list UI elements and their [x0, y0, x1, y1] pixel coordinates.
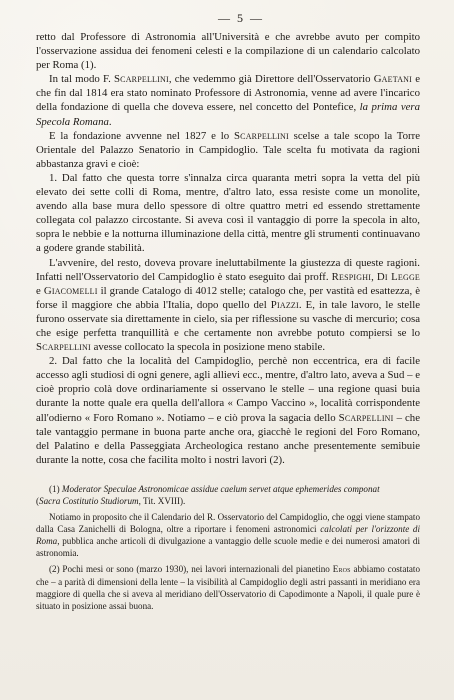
latin-quote: Moderator Speculae Astronomicae assidue caelum servet atque ephemerides componat: [61, 483, 380, 494]
author-name: Scarpellini: [233, 129, 289, 142]
paragraph-3: [36, 129, 420, 171]
text-run: , che vedemmo già Direttore dell'Osservatorio: [168, 73, 374, 86]
author-name: Scarpellini: [113, 73, 169, 86]
paragraph-2: [36, 72, 420, 128]
paragraph-4: 1. Dal fatto che questa torre s'innalza circa quaranta metri sopra la vetta del più elevato dei sette colli di Roma, mentre, d'altro lato, essa resiste come un monolite, avendo alla base mura dello spessore di oltre quattro metri ed essendo strettamente collegata col palazzo circostante. Si aveva così il vantaggio di porre la specola in alto, sopra le nebbie e la notturna illuminazione della città, mentre gli strumenti continuavano a godere grande stabilità.: [36, 171, 420, 255]
text-run: (2) Pochi mesi or sono (marzo 1930), nei lavori internazionali del pianetino: [49, 564, 333, 575]
emphasis: calcolati per l'orizzonte di Roma: [36, 524, 420, 547]
text-run: – che tale vantaggio permane in buona parte anche ora, giacchè le regioni del Foro Romano, del Palatino e della Passeggiata Archeologica restano anche presentemente semibuie durante la notte, cosa che facilita molto i nostri lavori (2).: [36, 411, 420, 466]
footnote-1: [36, 483, 420, 507]
paragraph-6: [36, 354, 420, 467]
text-run: , pubblica anche articoli di divulgazione a vantaggio delle scuole medie e dei numerosi amatori di astronomia.: [36, 536, 420, 559]
page-number: — 5 —: [218, 11, 264, 25]
text-run: L'avvenire, del resto, doveva provare ineluttabilmente la giustezza di queste ragioni. Infatti nell'Osservatorio del Campidoglio è stato eseguito dai proff.: [36, 256, 420, 283]
text-run: avesse collocato la specola in posizione meno stabile.: [90, 341, 326, 354]
emphasis: la prima vera Specola Romana: [36, 101, 421, 128]
paragraph-5: [36, 256, 420, 355]
person-name: Di Legge: [376, 270, 421, 283]
source-title: Sacra Costitutio Studiorum: [39, 496, 139, 506]
asteroid-name: Eros: [332, 564, 351, 575]
footnote-2: [36, 563, 420, 611]
observatory-name: Gaetani: [373, 73, 413, 86]
text-run: . E, in tale lavoro, le stelle furono osservate sia direttamente in cielo, sia per riflessione su vasche di mercurio; cosa che esige perfetta tranquillità e che certamente non avrebbe potuto compiersi se lo: [36, 298, 421, 339]
text-run: In tal modo F.: [49, 73, 114, 86]
text-run: ,: [371, 270, 377, 283]
text-run: .: [108, 115, 112, 128]
text-run: (: [36, 496, 40, 506]
paragraph-1: retto dal Professore di Astronomia all'Università e che avrebbe avuto per compito l'osservazione assidua dei fenomeni celesti e la compilazione di un calendario calcolato per Roma (1).: [36, 31, 420, 72]
person-name: Respighi: [331, 270, 372, 283]
person-name: Scarpellini: [36, 341, 91, 354]
main-text: [36, 30, 420, 467]
text-run: E la fondazione avvenne nel 1827 e lo: [49, 129, 234, 142]
text-run: abbiamo costatato che – a parità di dimensioni della lente – la visibilità al Campidoglio degli astri passanti in meridiano era maggiore di quella che si aveva al meridiano dell'Osservatorio di Capodimonte a Napoli, il quale pure è situato in posizione assai buona.: [36, 564, 421, 611]
text-run: scelse a tale scopo la Torre Orientale del Palazzo Senatorio in Campidoglio. Tale scelta fu motivata da ragioni abbastanza gravi e cioè:: [36, 129, 420, 170]
person-name: Giacomelli: [43, 284, 98, 297]
text-run: Notiamo in proposito che il Calendario del R. Osservatorio del Campidoglio, che oggi viene stampato dalla Casa Zanichelli di Bologna, oltre a riportare i fenomeni astronomici: [36, 512, 420, 535]
author-name: Scarpellini: [338, 411, 394, 424]
text-run: il grande Catalogo di 4012 stelle; catalogo che, per vastità ed esattezza, è forse il maggiore che abbia l'Italia, dopo quello del: [36, 284, 420, 311]
text-run: , Tit. XVIII).: [138, 496, 186, 506]
person-name: Piazzi: [270, 298, 299, 311]
footnotes: [36, 483, 420, 612]
footnote-1-continuation: [36, 511, 420, 559]
footnote-number: (1): [49, 483, 62, 494]
text-run: e che fin dal 1814 era stato nominato Professore di Astronomia, venne ad avere l'incarico della fondazione di quella che doveva essere, nel concetto del Pontefice,: [36, 73, 420, 114]
text-run: 2. Dal fatto che la località del Campidoglio, perchè non eccentrica, era di facile accesso agli studiosi di ogni genere, agli allievi ecc., mentre, d'altro lato, aveva a Sud – e cioè proprio colà dove ordinariamente si osservano le stelle – una regione quasi buia durante la notte quale era quella dell'allora « Campo Vaccino », località corrispondente all'odierno « Foro Romano ». Notiamo – e ciò prova la sagacia dello: [36, 355, 420, 424]
text-run: e: [36, 284, 44, 297]
